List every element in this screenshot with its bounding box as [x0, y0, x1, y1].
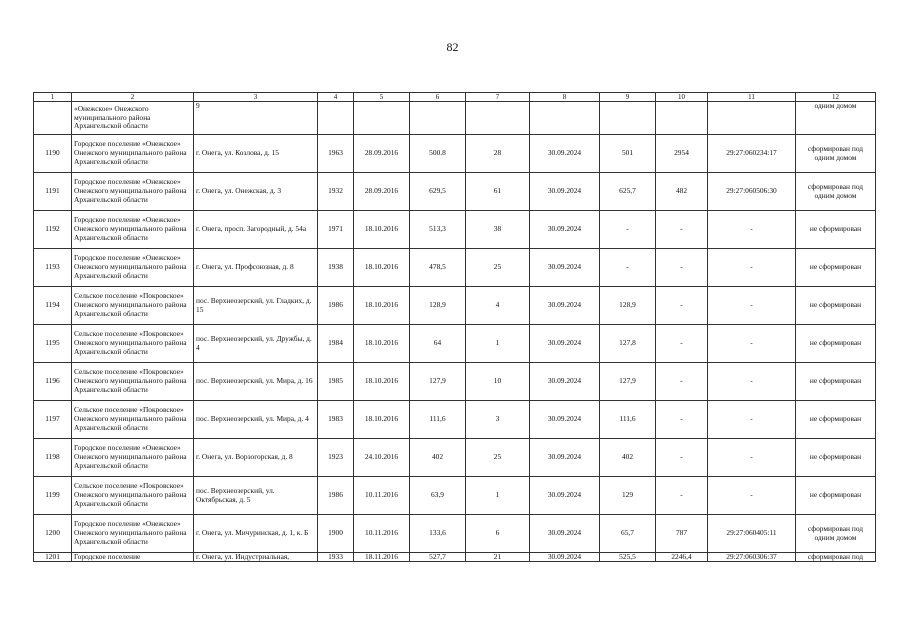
year-cell: 1971: [318, 211, 354, 249]
land-area-cell: -: [600, 249, 656, 287]
cadastral-value-cell: -: [656, 363, 708, 401]
cadastral-number-cell: 29:27:060405:11: [708, 515, 796, 553]
row-number-cell: 1196: [34, 363, 72, 401]
recognition-date-cell: [354, 102, 410, 135]
table-body: [34, 93, 876, 562]
land-area-cell: 127,8: [600, 325, 656, 363]
residents-cell: 38: [466, 211, 530, 249]
address-cell: г. Онега, ул. Индустриальная,: [194, 553, 318, 562]
municipality-cell: Сельское поселение «Покровское» Онежского муниципального района Архангельской области: [72, 325, 194, 363]
column-number-header-row: [34, 93, 876, 102]
cadastral-number-cell: -: [708, 287, 796, 325]
area-cell: 133,6: [410, 515, 466, 553]
land-status-cell: не сформирован: [796, 249, 876, 287]
land-status-cell: не сформирован: [796, 477, 876, 515]
year-cell: 1985: [318, 363, 354, 401]
cadastral-value-cell: 787: [656, 515, 708, 553]
recognition-date-cell: 18.10.2016: [354, 325, 410, 363]
land-status-cell: не сформирован: [796, 363, 876, 401]
recognition-date-cell: 18.11.2016: [354, 553, 410, 562]
cadastral-value-cell: [656, 102, 708, 135]
row-number-cell: 1197: [34, 401, 72, 439]
column-header: 2: [72, 93, 194, 102]
cadastral-number-cell: -: [708, 363, 796, 401]
housing-table: [33, 92, 876, 562]
area-cell: 527,7: [410, 553, 466, 562]
land-area-cell: 402: [600, 439, 656, 477]
table-row: [34, 515, 876, 553]
land-status-cell: сформирован под одним домом: [796, 515, 876, 553]
residents-cell: 10: [466, 363, 530, 401]
land-status-cell: одним домом: [796, 102, 876, 135]
column-header: 10: [656, 93, 708, 102]
residents-cell: 6: [466, 515, 530, 553]
address-cell: г. Онега, ул. Онежская, д. 3: [194, 173, 318, 211]
municipality-cell: Городское поселение «Онежское» Онежского муниципального района Архангельской области: [72, 211, 194, 249]
table-row: [34, 102, 876, 135]
land-area-cell: -: [600, 211, 656, 249]
recognition-date-cell: 18.10.2016: [354, 363, 410, 401]
municipality-cell: Городское поселение «Онежское» Онежского муниципального района Архангельской области: [72, 249, 194, 287]
cadastral-value-cell: -: [656, 325, 708, 363]
cadastral-value-cell: -: [656, 211, 708, 249]
year-cell: 1986: [318, 287, 354, 325]
resettlement-deadline-cell: 30.09.2024: [530, 439, 600, 477]
column-header: 5: [354, 93, 410, 102]
recognition-date-cell: 10.11.2016: [354, 477, 410, 515]
recognition-date-cell: 18.10.2016: [354, 249, 410, 287]
area-cell: 402: [410, 439, 466, 477]
land-area-cell: 525,5: [600, 553, 656, 562]
year-cell: 1983: [318, 401, 354, 439]
recognition-date-cell: 28.09.2016: [354, 173, 410, 211]
resettlement-deadline-cell: 30.09.2024: [530, 135, 600, 173]
cadastral-value-cell: -: [656, 439, 708, 477]
land-status-cell: сформирован под одним домом: [796, 135, 876, 173]
cadastral-value-cell: 482: [656, 173, 708, 211]
municipality-cell: Городское поселение «Онежское» Онежского муниципального района Архангельской области: [72, 173, 194, 211]
cadastral-number-cell: -: [708, 249, 796, 287]
residents-cell: 1: [466, 325, 530, 363]
table-row: [34, 363, 876, 401]
row-number-cell: [34, 102, 72, 135]
table-row: [34, 325, 876, 363]
recognition-date-cell: 10.11.2016: [354, 515, 410, 553]
cadastral-number-cell: -: [708, 211, 796, 249]
address-cell: г. Онега, ул. Мичуринская, д. 1, к. Б: [194, 515, 318, 553]
area-cell: 513,3: [410, 211, 466, 249]
land-area-cell: 625,7: [600, 173, 656, 211]
resettlement-deadline-cell: 30.09.2024: [530, 249, 600, 287]
row-number-cell: 1193: [34, 249, 72, 287]
address-cell: пос. Верхнеозерский, ул. Мира, д. 16: [194, 363, 318, 401]
row-number-cell: 1201: [34, 553, 72, 562]
year-cell: 1923: [318, 439, 354, 477]
column-header: 11: [708, 93, 796, 102]
area-cell: 64: [410, 325, 466, 363]
area-cell: 63,9: [410, 477, 466, 515]
land-status-cell: сформирован под: [796, 553, 876, 562]
residents-cell: 61: [466, 173, 530, 211]
resettlement-deadline-cell: 30.09.2024: [530, 325, 600, 363]
municipality-cell: Сельское поселение «Покровское» Онежского муниципального района Архангельской области: [72, 287, 194, 325]
table-row: [34, 211, 876, 249]
land-status-cell: не сформирован: [796, 287, 876, 325]
land-area-cell: 127,9: [600, 363, 656, 401]
column-header: 6: [410, 93, 466, 102]
recognition-date-cell: 18.10.2016: [354, 401, 410, 439]
municipality-cell: «Онежское» Онежского муниципального района Архангельской области: [72, 102, 194, 135]
land-status-cell: не сформирован: [796, 325, 876, 363]
residents-cell: 28: [466, 135, 530, 173]
area-cell: 127,9: [410, 363, 466, 401]
table-row: [34, 249, 876, 287]
cadastral-value-cell: -: [656, 477, 708, 515]
resettlement-deadline-cell: 30.09.2024: [530, 401, 600, 439]
land-area-cell: 128,9: [600, 287, 656, 325]
table-row: [34, 439, 876, 477]
municipality-cell: Городское поселение: [72, 553, 194, 562]
cadastral-number-cell: 29:27:060234:17: [708, 135, 796, 173]
land-area-cell: 111,6: [600, 401, 656, 439]
municipality-cell: Городское поселение «Онежское» Онежского муниципального района Архангельской области: [72, 439, 194, 477]
row-number-cell: 1190: [34, 135, 72, 173]
address-cell: г. Онега, ул. Ворзогорская, д. 8: [194, 439, 318, 477]
table-row: [34, 287, 876, 325]
recognition-date-cell: 24.10.2016: [354, 439, 410, 477]
residents-cell: 3: [466, 401, 530, 439]
row-number-cell: 1191: [34, 173, 72, 211]
column-header: 9: [600, 93, 656, 102]
recognition-date-cell: 28.09.2016: [354, 135, 410, 173]
resettlement-deadline-cell: 30.09.2024: [530, 477, 600, 515]
address-cell: пос. Верхнеозерский, ул. Гладких, д. 15: [194, 287, 318, 325]
year-cell: 1938: [318, 249, 354, 287]
address-cell: 9: [194, 102, 318, 135]
cadastral-number-cell: -: [708, 325, 796, 363]
address-cell: пос. Верхнеозерский, ул. Мира, д. 4: [194, 401, 318, 439]
year-cell: [318, 102, 354, 135]
resettlement-deadline-cell: 30.09.2024: [530, 287, 600, 325]
address-cell: г. Онега, ул. Профсоюзная, д. 8: [194, 249, 318, 287]
cadastral-number-cell: [708, 102, 796, 135]
column-header: 3: [194, 93, 318, 102]
cadastral-number-cell: -: [708, 477, 796, 515]
cadastral-value-cell: 2954: [656, 135, 708, 173]
cadastral-number-cell: 29:27:060306:37: [708, 553, 796, 562]
column-header: 4: [318, 93, 354, 102]
table-row: [34, 173, 876, 211]
land-area-cell: 65,7: [600, 515, 656, 553]
resettlement-deadline-cell: 30.09.2024: [530, 173, 600, 211]
municipality-cell: Городское поселение «Онежское» Онежского муниципального района Архангельской области: [72, 135, 194, 173]
recognition-date-cell: 18.10.2016: [354, 287, 410, 325]
year-cell: 1933: [318, 553, 354, 562]
row-number-cell: 1199: [34, 477, 72, 515]
cadastral-value-cell: -: [656, 401, 708, 439]
land-area-cell: 501: [600, 135, 656, 173]
address-cell: пос. Верхнеозерский, ул. Дружбы, д. 4: [194, 325, 318, 363]
area-cell: 111,6: [410, 401, 466, 439]
cadastral-number-cell: -: [708, 439, 796, 477]
cadastral-number-cell: -: [708, 401, 796, 439]
residents-cell: 1: [466, 477, 530, 515]
land-status-cell: не сформирован: [796, 401, 876, 439]
land-status-cell: не сформирован: [796, 211, 876, 249]
cadastral-value-cell: 2246,4: [656, 553, 708, 562]
recognition-date-cell: 18.10.2016: [354, 211, 410, 249]
row-number-cell: 1195: [34, 325, 72, 363]
area-cell: 629,5: [410, 173, 466, 211]
table-row: [34, 401, 876, 439]
municipality-cell: Сельское поселение «Покровское» Онежского муниципального района Архангельской области: [72, 363, 194, 401]
residents-cell: 4: [466, 287, 530, 325]
column-header: 7: [466, 93, 530, 102]
area-cell: 478,5: [410, 249, 466, 287]
residents-cell: 21: [466, 553, 530, 562]
residents-cell: 25: [466, 439, 530, 477]
cadastral-number-cell: 29:27:060506:30: [708, 173, 796, 211]
municipality-cell: Сельское поселение «Покровское» Онежского муниципального района Архангельской области: [72, 401, 194, 439]
column-header: 12: [796, 93, 876, 102]
cadastral-value-cell: -: [656, 287, 708, 325]
row-number-cell: 1198: [34, 439, 72, 477]
area-cell: 500.8: [410, 135, 466, 173]
address-cell: г. Онега, просп. Загородный, д. 54а: [194, 211, 318, 249]
year-cell: 1984: [318, 325, 354, 363]
year-cell: 1963: [318, 135, 354, 173]
table-row: [34, 477, 876, 515]
row-number-cell: 1194: [34, 287, 72, 325]
municipality-cell: Городское поселение «Онежское» Онежского муниципального района Архангельской области: [72, 515, 194, 553]
row-number-cell: 1192: [34, 211, 72, 249]
year-cell: 1900: [318, 515, 354, 553]
resettlement-deadline-cell: [530, 102, 600, 135]
cadastral-value-cell: -: [656, 249, 708, 287]
land-status-cell: сформирован под одним домом: [796, 173, 876, 211]
page-number: 82: [446, 40, 459, 54]
table-row: [34, 135, 876, 173]
area-cell: 128,9: [410, 287, 466, 325]
resettlement-deadline-cell: 30.09.2024: [530, 553, 600, 562]
residents-cell: 25: [466, 249, 530, 287]
table-row: [34, 553, 876, 562]
area-cell: [410, 102, 466, 135]
land-area-cell: [600, 102, 656, 135]
resettlement-deadline-cell: 30.09.2024: [530, 363, 600, 401]
row-number-cell: 1200: [34, 515, 72, 553]
column-header: 1: [34, 93, 72, 102]
year-cell: 1932: [318, 173, 354, 211]
residents-cell: [466, 102, 530, 135]
resettlement-deadline-cell: 30.09.2024: [530, 211, 600, 249]
land-area-cell: 129: [600, 477, 656, 515]
municipality-cell: Сельское поселение «Покровское» Онежского муниципального района Архангельской области: [72, 477, 194, 515]
resettlement-deadline-cell: 30.09.2024: [530, 515, 600, 553]
address-cell: г. Онега, ул. Козлова, д. 15: [194, 135, 318, 173]
address-cell: пос. Верхнеозерский, ул. Октябрьская, д. 5: [194, 477, 318, 515]
column-header: 8: [530, 93, 600, 102]
year-cell: 1986: [318, 477, 354, 515]
land-status-cell: не сформирован: [796, 439, 876, 477]
